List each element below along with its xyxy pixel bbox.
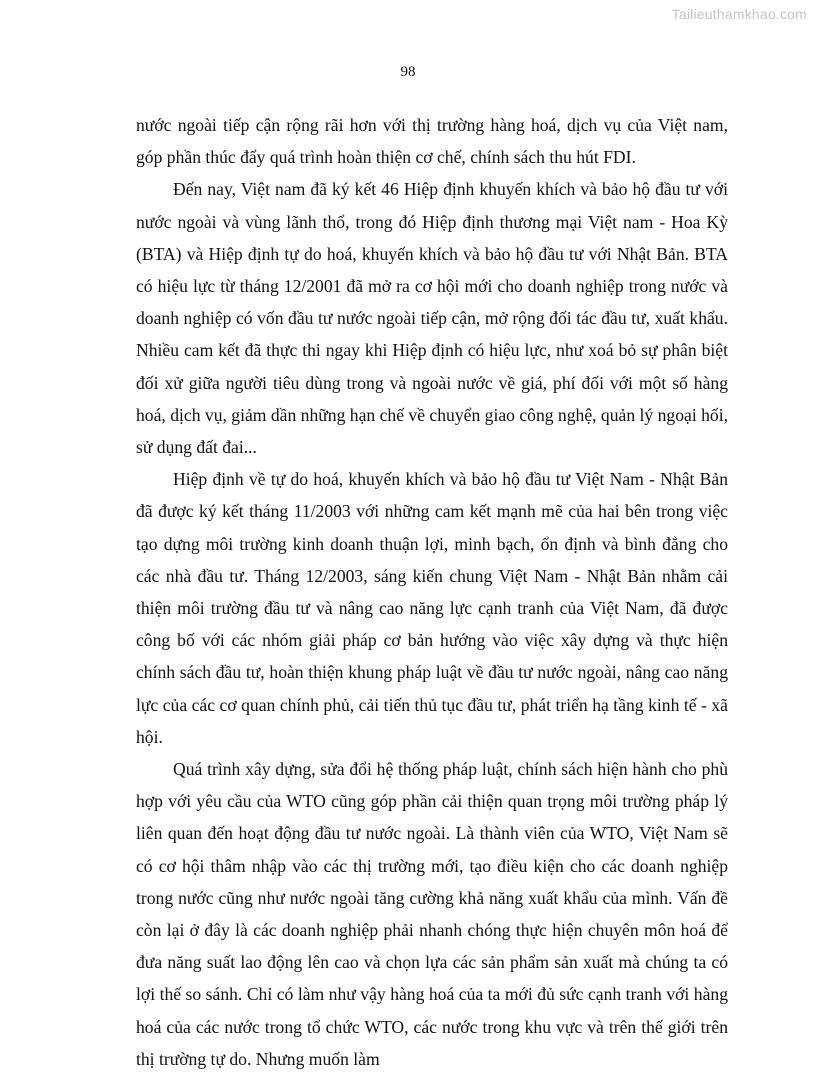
- paragraph-agreements: Đến nay, Việt nam đã ký kết 46 Hiệp định khuyến khích và bảo hộ đầu tư với nước ngoài và vùng lãnh thổ, trong đó Hiệp định thương mại Việt nam - Hoa Kỳ (BTA) và Hiệp định tự do hoá, khuyến khích và bảo hộ đầu tư với Nhật Bản. BTA có hiệu lực từ tháng 12/2001 đã mở ra cơ hội mới cho doanh nghiệp trong nước và doanh nghiệp có vốn đầu tư nước ngoài tiếp cận, mở rộng đối tác đầu tư, xuất khẩu. Nhiều cam kết đã thực thi ngay khi Hiệp định có hiệu lực, như xoá bỏ sự phân biệt đối xử giữa người tiêu dùng trong và ngoài nước về giá, phí đối với một số hàng hoá, dịch vụ, giảm dần những hạn chế về chuyển giao công nghệ, quản lý ngoại hối, sử dụng đất đai...: [136, 179, 728, 458]
- document-body: [136, 109, 728, 1075]
- page-number: 98: [400, 64, 416, 80]
- paragraph-japan-agreement: Hiệp định về tự do hoá, khuyến khích và bảo hộ đầu tư Việt Nam - Nhật Bản đã được ký kết tháng 11/2003 với những cam kết mạnh mẽ của hai bên trong việc tạo dựng môi trường kinh doanh thuận lợi, minh bạch, ổn định và bình đẳng cho các nhà đầu tư. Tháng 12/2003, sáng kiến chung Việt Nam - Nhật Bản nhằm cải thiện môi trường đầu tư và nâng cao năng lực cạnh tranh của Việt Nam, đã được công bố với các nhóm giải pháp cơ bản hướng vào việc xây dựng và thực hiện chính sách đầu tư, hoàn thiện khung pháp luật về đầu tư nước ngoài, nâng cao năng lực của các cơ quan chính phủ, cải tiến thủ tục đầu tư, phát triển hạ tầng kinh tế - xã hội.: [136, 469, 728, 747]
- watermark: Tailieuthamkhao.com: [671, 6, 807, 22]
- paragraph-wto: Quá trình xây dựng, sửa đổi hệ thống pháp luật, chính sách hiện hành cho phù hợp với yêu cầu của WTO cũng góp phần cải thiện quan trọng môi trường pháp lý liên quan đến hoạt động đầu tư nước ngoài. Là thành viên của WTO, Việt Nam sẽ có cơ hội thâm nhập vào các thị trường mới, tạo điều kiện cho các doanh nghiệp trong nước cũng như nước ngoài tăng cường khả năng xuất khẩu của mình. Vấn đề còn lại ở đây là các doanh nghiệp phải nhanh chóng thực hiện chuyên môn hoá để đưa năng suất lao động lên cao và chọn lựa các sản phẩm sản xuất mà chúng ta có lợi thế so sánh. Chỉ có làm như vậy hàng hoá của ta mới đủ sức cạnh tranh với hàng hoá của các nước trong tổ chức WTO, các nước trong khu vực và trên thế giới trên thị trường tự do. Nhưng muốn làm: [136, 759, 728, 1069]
- paragraph-continued: nước ngoài tiếp cận rộng rãi hơn với thị trường hàng hoá, dịch vụ của Việt nam, góp phần thúc đẩy quá trình hoàn thiện cơ chế, chính sách thu hút FDI.: [136, 115, 728, 168]
